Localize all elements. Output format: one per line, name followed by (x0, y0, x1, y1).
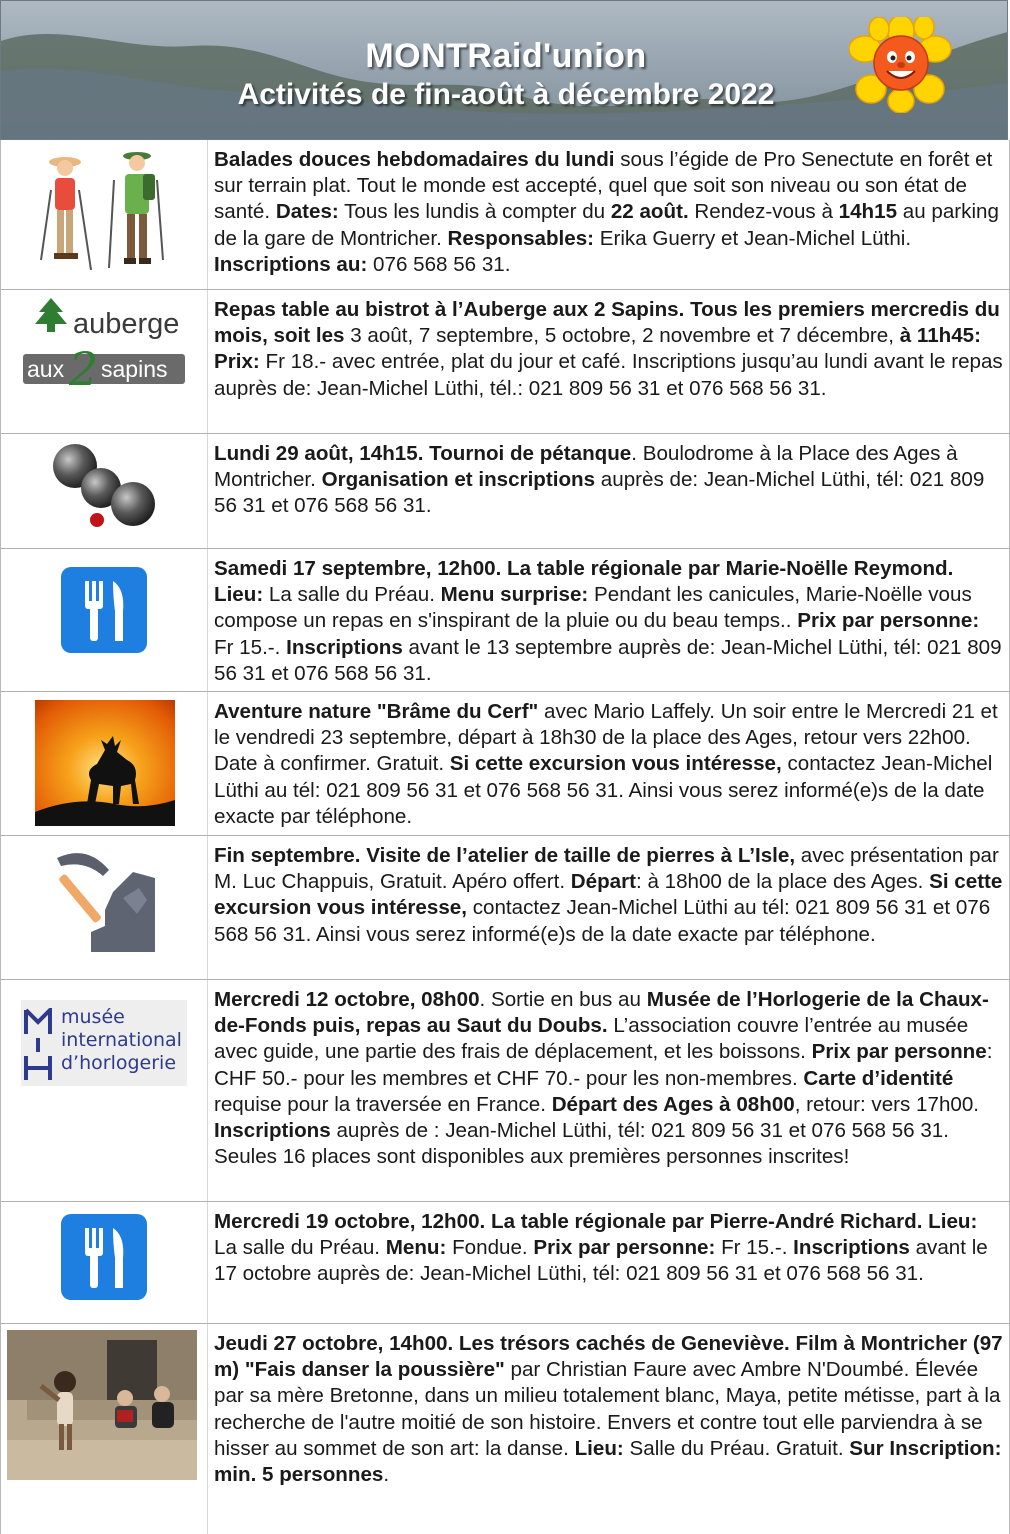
event-text-bold: Menu surprise: (440, 583, 589, 607)
auberge-logo-aux: aux (27, 356, 65, 382)
event-text-bold: Lundi 29 août, 14h15. Tournoi de pétanque (214, 442, 632, 465)
event-text-bold: Inscriptions au: (214, 252, 368, 276)
auberge-logo-text: auberge (73, 308, 180, 340)
event-text: : à 18h00 de la place des Ages. (636, 870, 930, 894)
event-text-bold: à 11h45: Prix: (214, 324, 981, 374)
event-text: avec présentation par M. Luc Chappuis, Gratuit. Apéro offert. (214, 844, 999, 894)
hikers-icon (39, 150, 169, 275)
event-text: contactez Jean-Michel Lüthi au tél: 021 809 56 31 et 076 568 56 31. Ainsi vous serez informé(e)s de la date exacte par téléphone. (214, 896, 991, 946)
event-text: requise pour la traversée en France. (214, 1092, 552, 1116)
event-text: 3 août, 7 septembre, 5 octobre, 2 novembre et 7 décembre, (344, 324, 900, 348)
event-text-bold: Responsables: (447, 226, 595, 250)
event-text-bold: 14h15 (838, 200, 898, 224)
event-text-bold: Inscriptions (793, 1236, 910, 1260)
event-text: contactez Jean-Michel Lüthi au tél: 021 809 56 31 et 076 568 56 31. Ainsi vous serez informé(e)s de la date exacte par téléphone. (214, 752, 993, 828)
page-subtitle: Activités de fin-août à décembre 2022 (237, 78, 775, 111)
event-text: avant le 17 octobre auprès de: Jean-Michel Lüthi, tél: 021 809 56 31 et 076 568 56 31. (214, 1236, 988, 1286)
event-text: . Boulodrome à la Place des Ages à Montricher. (214, 442, 958, 492)
table-row (1, 1324, 1009, 1534)
event-text: Rendez-vous à (688, 200, 839, 224)
event-description (208, 140, 1009, 289)
event-text-bold: Prix par personne: (533, 1236, 716, 1260)
event-text-bold: Jeudi 27 octobre, 14h00. Les trésors cachés de Geneviève. Film à Montricher (97 m) "Fais danser la poussière" (214, 1332, 1003, 1382)
event-text: auprès de : Jean-Michel Lüthi, tél: 021 809 56 31 et 076 568 56 31. Seules 16 places sont disponibles aux premières personnes inscrites! (214, 1119, 949, 1169)
fir-tree-icon (33, 298, 69, 334)
table-row (1, 980, 1009, 1202)
event-description (208, 836, 1009, 979)
event-text-bold: Prix par personne (811, 1040, 987, 1064)
event-text: La salle du Préau. (214, 1236, 386, 1260)
table-row (1, 140, 1009, 290)
event-text: par Christian Faure avec Ambre N'Doumbé. Élevée par sa mère Bretonne, dans un milieu totalement blanc, Maya, petite métisse, part à la recherche de l'autre moitié de son histoire. Envers et contre tout elle parviendra à se hisser au sommet de son art: la danse. (214, 1358, 1001, 1460)
event-description (208, 549, 1009, 691)
event-text-bold: Mercredi 19 octobre, 12h00. La table régionale par Pierre-André Richard. Lieu: (214, 1210, 978, 1233)
event-text: , retour: vers 17h00. (794, 1092, 980, 1116)
page-title: MONTRaid'union (365, 37, 647, 75)
event-text: 076 568 56 31. (367, 252, 511, 276)
event-description (208, 980, 1009, 1201)
event-text: auprès de: Jean-Michel Lüthi, tél: 021 809 56 31 et 076 568 56 31. (214, 468, 985, 518)
event-text-bold: Balades douces hebdomadaires du lundi (214, 148, 615, 171)
event-description (208, 434, 1009, 548)
table-row (1, 549, 1009, 692)
event-text-bold: Inscriptions (286, 635, 403, 659)
musee-logo-line2: international (61, 1029, 182, 1051)
table-row (1, 290, 1009, 434)
event-text: avec Mario Laffely. Un soir entre le Mercredi 21 et le vendredi 23 septembre, départ à 18h30 de la place des Ages, retour vers 22h00. Date à confirmer. Gratuit. (214, 700, 998, 776)
event-text-bold: Menu: (385, 1236, 447, 1260)
event-text-bold: Si cette excursion vous intéresse, (449, 752, 782, 776)
event-text-bold: Organisation et inscriptions (321, 468, 596, 492)
auberge-logo-icon (1, 290, 208, 433)
deer-sunset-icon (35, 700, 175, 826)
auberge-logo-two: 2 (69, 342, 99, 396)
event-text-bold: Carte d’identité (803, 1066, 954, 1090)
event-text: La salle du Préau. (263, 583, 441, 607)
event-text-bold: Repas table au bistrot à l’Auberge aux 2 Sapins. Tous les premiers mercredis du mois, soit les (214, 298, 1000, 348)
event-description (208, 1202, 1009, 1323)
event-text-bold: Lieu: (574, 1436, 624, 1460)
petanque-balls-icon (49, 440, 161, 530)
event-text-bold: Départ (570, 870, 636, 894)
event-text-bold: 22 août. (610, 200, 689, 224)
event-text: Pendant les canicules, Marie-Noëlle vous compose un repas en s'inspirant de la pluie ou du beau temps.. (214, 583, 972, 633)
event-text: Fr 15.-. (214, 635, 287, 659)
event-text: avant le 13 septembre auprès de: Jean-Michel Lüthi, tél: 021 809 56 31 et 076 568 56 31. (214, 635, 1002, 685)
table-row (1, 1202, 1009, 1324)
event-text: Tous les lundis à compter du (338, 200, 611, 224)
event-description (208, 1324, 1009, 1534)
event-text: L’association couvre l’entrée au musée avec guide, une partie des frais de déplacement, et les boissons. (214, 1014, 969, 1064)
musee-logo-line3: d’horlogerie (61, 1052, 177, 1074)
event-description (208, 290, 1009, 433)
event-text-bold: Musée de l’Horlogerie de la Chaux-de-Fonds puis, repas au Saut du Doubs. (214, 988, 989, 1038)
event-text: : CHF 50.- pour les membres et CHF 70.- pour les non-membres. (214, 1040, 993, 1090)
event-text-bold: Dates: (275, 200, 339, 224)
event-text: Fr 15.-. (715, 1236, 794, 1260)
event-text-bold: Sur Inscription: min. 5 personnes (214, 1436, 1002, 1487)
event-text: . Sortie en bus au (479, 988, 647, 1011)
film-still-icon (7, 1330, 197, 1480)
musee-logo-line1: musée (61, 1006, 125, 1028)
event-text-bold: Mercredi 12 octobre, 08h00 (214, 988, 480, 1011)
smiling-flower-icon (849, 17, 953, 113)
event-text-bold: Départ des Ages à 08h00 (551, 1092, 795, 1116)
header-banner (0, 0, 1008, 140)
event-text: Fr 18.- avec entrée, plat du jour et café. Inscriptions jusqu’au lundi avant le repas auprès de: Jean-Michel Lüthi, tél.: 021 809 56 31 et 076 568 56 31. (214, 350, 1003, 400)
restaurant-icon (61, 567, 147, 653)
table-row (1, 692, 1009, 836)
mih-monogram-icon (23, 1008, 53, 1082)
event-text: au parking de la gare de Montricher. (214, 200, 999, 250)
table-row (1, 434, 1009, 549)
event-text-bold: Fin septembre. Visite de l’atelier de taille de pierres à L’Isle, (214, 844, 796, 867)
auberge-logo-sapins: sapins (101, 356, 168, 382)
table-row (1, 836, 1009, 980)
stone-cutting-icon (51, 848, 161, 958)
event-text-bold: Aventure nature "Brâme du Cerf" (214, 700, 539, 723)
event-text-bold: Inscriptions (214, 1119, 331, 1143)
event-description (208, 692, 1009, 835)
restaurant-icon (61, 1214, 147, 1300)
event-text: Salle du Préau. Gratuit. (623, 1436, 850, 1460)
event-text-bold: Samedi 17 septembre, 12h00. La table régionale par Marie-Noëlle Reymond. Lieu: (214, 557, 954, 607)
event-text-bold: Prix par personne: (797, 609, 980, 633)
event-text: Erika Guerry et Jean-Michel Lüthi. (594, 226, 912, 250)
musee-horlogerie-logo-icon (1, 980, 208, 1201)
activities-table (0, 140, 1010, 1534)
event-text: Fondue. (446, 1236, 534, 1260)
event-text-bold: Si cette excursion vous intéresse, (214, 870, 1003, 920)
event-text: . (383, 1463, 390, 1487)
event-text: sous l’égide de Pro Senectute en forêt et sur terrain plat. Tout le monde est accepté, quel que soit son niveau ou son état de santé. (214, 148, 993, 224)
